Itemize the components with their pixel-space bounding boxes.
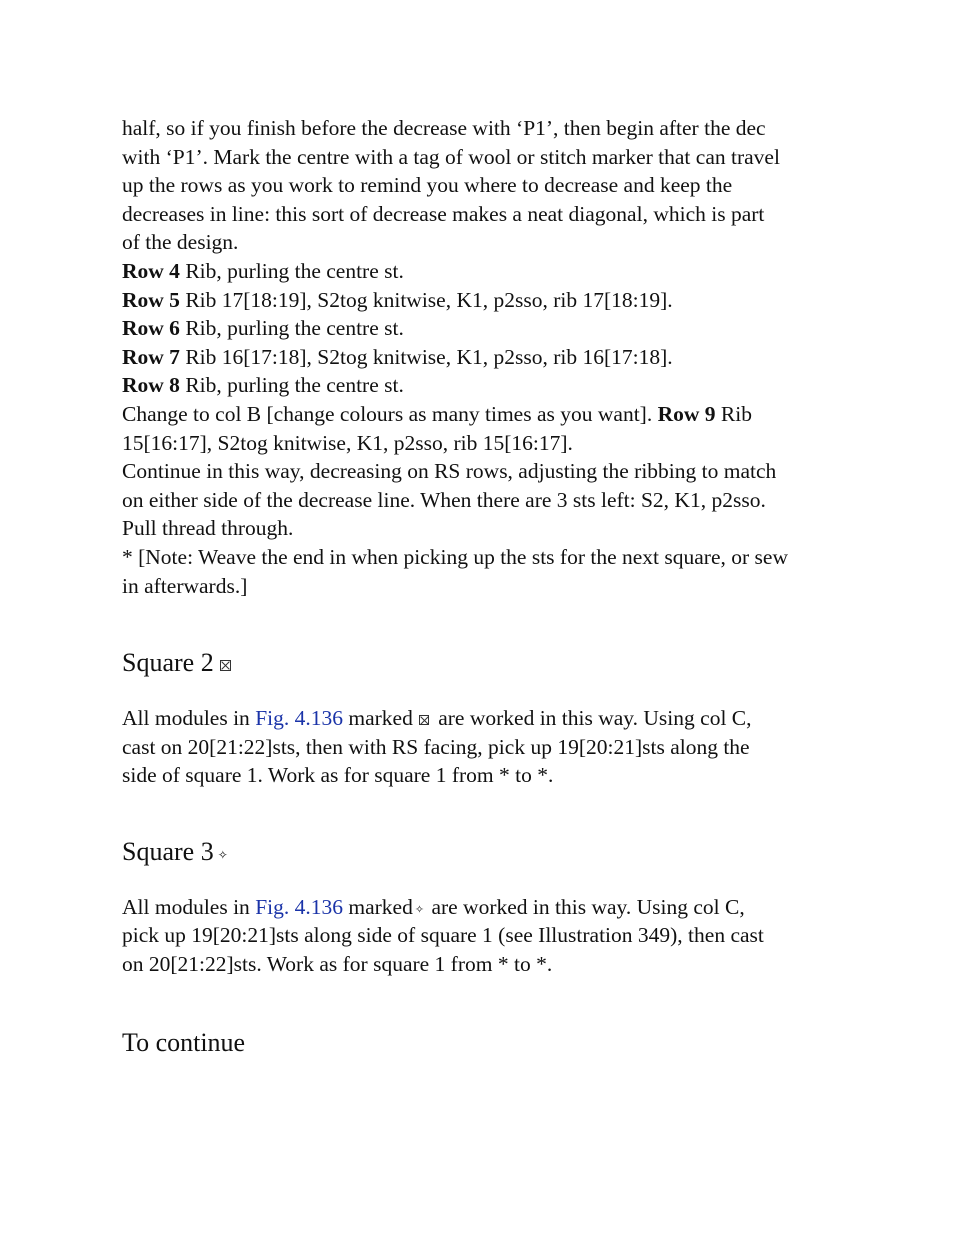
document-page: [122, 114, 852, 1058]
row-7-instruction: [122, 343, 852, 372]
fig-4-136-link[interactable]: Fig. 4.136: [255, 706, 343, 731]
row-5-instruction: [122, 286, 852, 315]
row-8-instruction: [122, 371, 852, 400]
four-point-diamond-icon: ✧: [217, 847, 228, 862]
row-text: Rib, purling the centre st.: [179, 316, 404, 341]
square-3-line-1: [122, 893, 852, 922]
heading-text: Square 2: [122, 648, 214, 678]
row-label: Row 6: [122, 316, 180, 341]
row-text: Rib 17[18:19], S2tog knitwise, K1, p2sso, rib 17[18:19].: [179, 287, 673, 312]
square-3-line-3: on 20[21:22]sts. Work as for square 1 from * to *.: [122, 952, 553, 977]
square-3-heading: [122, 837, 852, 867]
intro-line-2: with ‘P1’. Mark the centre with a tag of wool or stitch marker that can travel: [122, 144, 780, 169]
change-text-after: Rib: [715, 401, 752, 426]
heading-text: Square 3: [122, 836, 214, 866]
fig-4-136-link[interactable]: Fig. 4.136: [255, 894, 343, 919]
square-2-line-1: [122, 704, 852, 733]
row-text: Rib, purling the centre st.: [179, 258, 404, 283]
intro-line-4: decreases in line: this sort of decrease makes a neat diagonal, which is part: [122, 201, 765, 226]
square-3-line-2: pick up 19[20:21]sts along side of square 1 (see Illustration 349), then cast: [122, 923, 764, 948]
change-colour-line-1: [122, 400, 852, 429]
text: marked: [343, 706, 413, 731]
four-point-diamond-icon: ✧: [414, 903, 425, 916]
change-text: Change to col B [change colours as many times as you want].: [122, 401, 658, 426]
text: All modules in: [122, 706, 256, 731]
square-2-heading: [122, 648, 852, 678]
square-2-line-3: side of square 1. Work as for square 1 from * to *.: [122, 763, 554, 788]
continue-line-2: on either side of the decrease line. When there are 3 sts left: S2, K1, p2sso.: [122, 487, 766, 512]
continue-line-1: Continue in this way, decreasing on RS rows, adjusting the ribbing to match: [122, 459, 777, 484]
text: marked: [343, 894, 413, 919]
row-label: Row 4: [122, 258, 180, 283]
to-continue-heading: To continue: [122, 1027, 246, 1057]
row-text: Rib 16[17:18], S2tog knitwise, K1, p2sso, rib 16[17:18].: [179, 344, 673, 369]
text: are worked in this way. Using col C,: [432, 706, 752, 731]
x-box-icon: [419, 715, 429, 725]
row-6-instruction: [122, 314, 852, 343]
continue-line-3: Pull thread through.: [122, 516, 294, 541]
row-4-instruction: [122, 257, 852, 286]
note-line-2: in afterwards.]: [122, 573, 248, 598]
row-text: Rib, purling the centre st.: [179, 373, 404, 398]
text: All modules in: [122, 894, 256, 919]
change-colour-line-2: 15[16:17], S2tog knitwise, K1, p2sso, rib 15[16:17].: [122, 430, 573, 455]
row-label: Row 5: [122, 287, 180, 312]
intro-line-5: of the design.: [122, 230, 239, 255]
intro-line-3: up the rows as you work to remind you where to decrease and keep the: [122, 173, 733, 198]
row-label: Row 7: [122, 344, 180, 369]
row-label: Row 8: [122, 373, 180, 398]
square-2-line-2: cast on 20[21:22]sts, then with RS facing, pick up 19[20:21]sts along the: [122, 734, 750, 759]
note-line-1: * [Note: Weave the end in when picking up the sts for the next square, or sew: [122, 544, 788, 569]
text: are worked in this way. Using col C,: [426, 894, 745, 919]
intro-line-1: half, so if you finish before the decrease with ‘P1’, then begin after the dec: [122, 116, 766, 140]
x-box-icon: [220, 660, 231, 671]
row-9-label: Row 9: [657, 401, 716, 426]
